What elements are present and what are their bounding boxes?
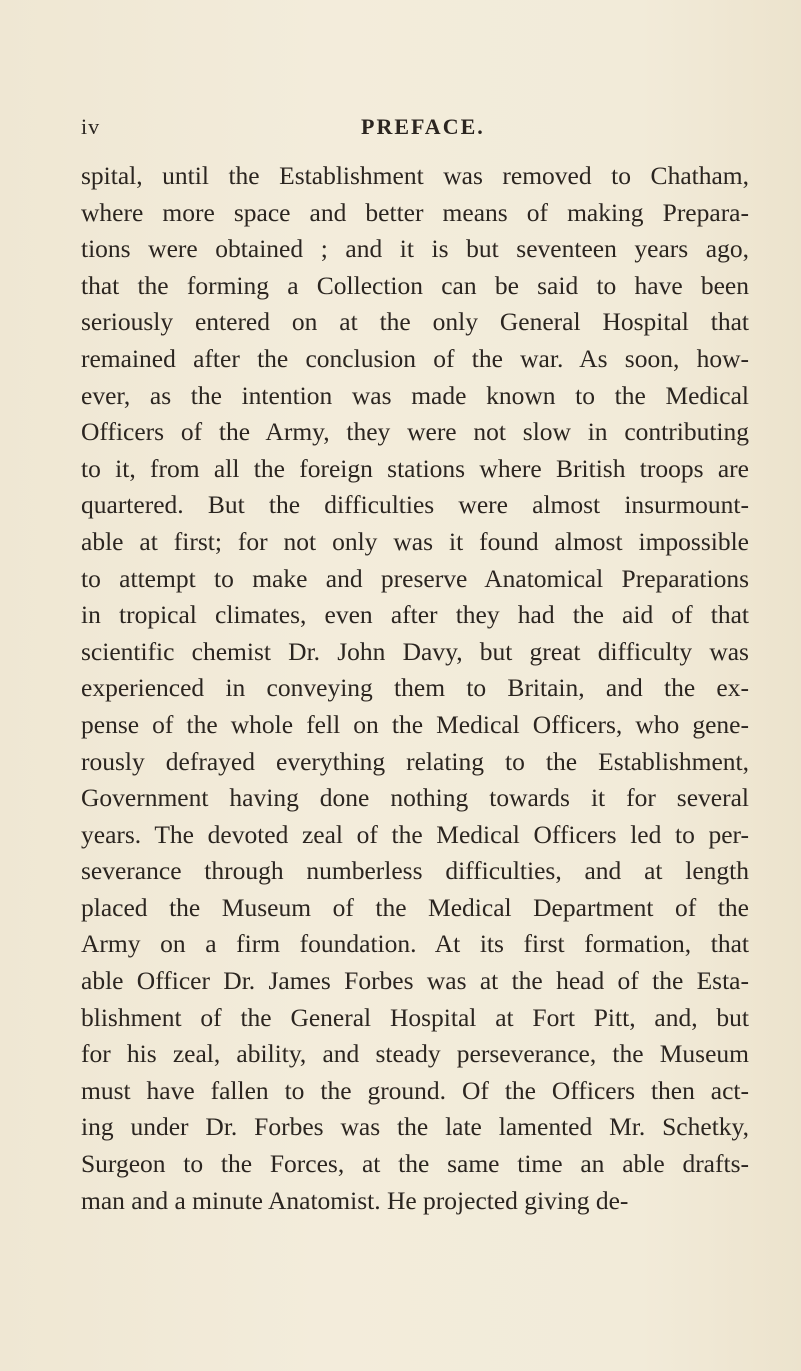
page-number: iv [81,114,101,139]
text-line: placed the Museum of the Medical Department of the [81,892,749,922]
text-line: to attempt to make and preserve Anatomical Preparations [81,563,749,593]
text-line: for his zeal, ability, and steady perseverance, the Museum [81,1039,749,1069]
text-line: where more space and better means of making Prepara- [81,197,749,227]
text-line: Officers of the Army, they were not slow in contributing [81,417,749,447]
text-line: able at first; for not only was it found almost impossible [81,526,749,556]
text-line: scientific chemist Dr. John Davy, but great difficulty was [81,636,749,666]
text-line: able Officer Dr. James Forbes was at the head of the Esta- [81,966,749,996]
text-line: to it, from all the foreign stations where British troops are [81,453,749,483]
text-line: spital, until the Establishment was removed to Chatham, [81,161,749,190]
text-line: Surgeon to the Forces, at the same time an able drafts- [81,1149,749,1179]
text-line: Army on a firm foundation. At its first formation, that [81,929,749,959]
text-line: severance through numberless difficulties, and at length [81,856,749,886]
text-line: ing under Dr. Forbes was the late lamented Mr. Schetky, [81,1112,749,1142]
text-line: man and a minute Anatomist. He projected giving de- [81,1185,629,1215]
text-line: blishment of the General Hospital at Fort Pitt, and, but [81,1002,749,1032]
text-line: tions were obtained ; and it is but seventeen years ago, [81,234,749,264]
text-line: quartered. But the difficulties were almost insurmount- [81,490,749,520]
text-line: in tropical climates, even after they had the aid of that [81,600,749,630]
text-line: that the forming a Collection can be said to have been [81,270,749,300]
page-header [81,114,741,146]
text-line: rously defrayed everything relating to the Establishment, [81,746,749,776]
text-line: ever, as the intention was made known to the Medical [81,380,749,410]
text-line: must have fallen to the ground. Of the Officers then act- [81,1075,749,1105]
text-line: years. The devoted zeal of the Medical Officers led to per- [81,819,749,849]
text-line: Government having done nothing towards it for several [81,783,749,813]
body-text [81,158,749,1219]
running-head: PREFACE. [361,114,485,139]
text-line: seriously entered on at the only General Hospital that [81,307,749,337]
text-line: pense of the whole fell on the Medical Officers, who gene- [81,709,749,739]
text-line: remained after the conclusion of the war. As soon, how- [81,343,749,373]
text-line: experienced in conveying them to Britain, and the ex- [81,673,749,703]
